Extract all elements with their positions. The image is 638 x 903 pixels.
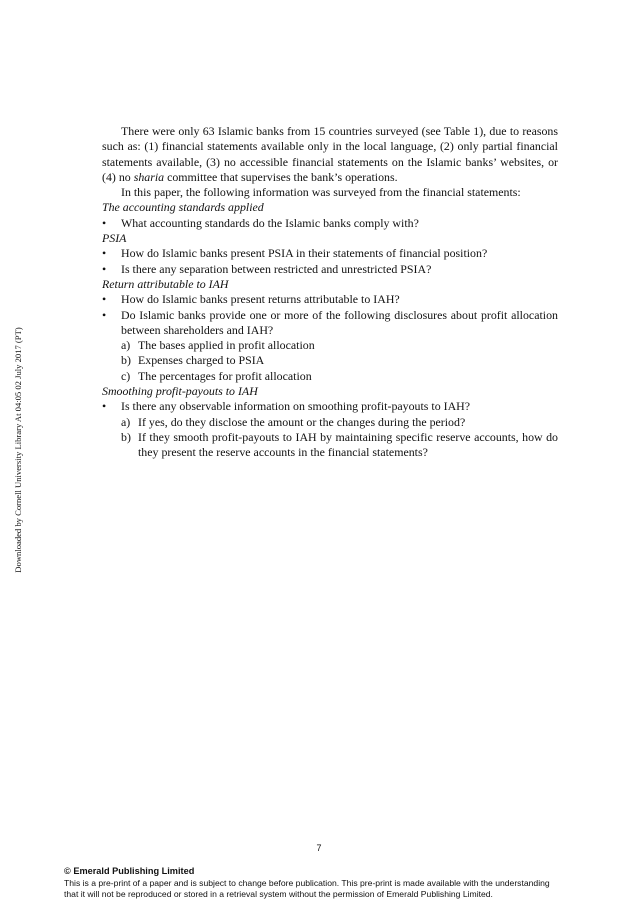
bullet-item bbox=[102, 399, 558, 414]
body-text bbox=[102, 124, 558, 461]
sub-item-marker: a) bbox=[121, 414, 131, 429]
intro-text: There were only 63 Islamic banks from 15 countries surveyed (see Table 1), due to reasons such as: (1) financial statements available only in the local language, (2) only partial financial statements available, (3) no accessible financial statements on the Islamic banks’ websites, or (4) no bbox=[102, 124, 558, 184]
preprint-notice-line-2: that it will not be reproduced or stored in a retrieval system without the permission of Emerald Publishing Limited. bbox=[64, 888, 493, 899]
bullet-icon: • bbox=[102, 307, 107, 322]
sub-item bbox=[102, 353, 558, 368]
section-heading: The accounting standards applied bbox=[102, 200, 264, 215]
sub-item-marker: c) bbox=[121, 368, 131, 383]
bullet-icon: • bbox=[102, 261, 107, 276]
bullet-text: What accounting standards do the Islamic banks comply with? bbox=[121, 215, 419, 230]
bullet-icon: • bbox=[102, 215, 107, 230]
sub-item-text: If yes, do they disclose the amount or the changes during the period? bbox=[138, 414, 466, 429]
sub-item bbox=[102, 369, 558, 384]
sub-item-text: Expenses charged to PSIA bbox=[138, 353, 265, 368]
sub-item-marker: a) bbox=[121, 338, 131, 353]
bullet-item bbox=[102, 292, 558, 307]
bullet-icon: • bbox=[102, 246, 107, 261]
download-watermark: Downloaded by Cornell University Library At 04:05 02 July 2017 (PT) bbox=[13, 327, 23, 573]
copyright-line: © Emerald Publishing Limited bbox=[64, 866, 195, 876]
sub-item bbox=[102, 338, 558, 353]
bullet-text: Is there any separation between restricted and unrestricted PSIA? bbox=[121, 261, 432, 276]
bullet-item bbox=[102, 308, 558, 339]
sub-item bbox=[102, 415, 558, 430]
bullet-text: How do Islamic banks present PSIA in their statements of financial position? bbox=[121, 246, 488, 261]
intro-paragraph bbox=[102, 124, 558, 185]
section-heading: PSIA bbox=[102, 231, 127, 246]
section-heading: Return attributable to IAH bbox=[102, 276, 229, 291]
bullet-text: Is there any observable information on smoothing profit-payouts to IAH? bbox=[121, 399, 471, 414]
bullet-item bbox=[102, 262, 558, 277]
second-paragraph: In this paper, the following information was surveyed from the financial statements: bbox=[121, 185, 521, 200]
section-heading: Smoothing profit-payouts to IAH bbox=[102, 384, 258, 399]
intro-tail: committee that supervises the bank’s operations. bbox=[164, 169, 398, 184]
publisher-footer bbox=[64, 866, 584, 899]
sub-item-marker: b) bbox=[121, 429, 131, 444]
bullet-icon: • bbox=[102, 399, 107, 414]
sub-item-marker: b) bbox=[121, 353, 131, 368]
sub-item-text: If they smooth profit-payouts to IAH by maintaining specific reserve accounts, how do they present the reserve accounts in the financial statements? bbox=[138, 429, 558, 460]
bullet-item bbox=[102, 216, 558, 231]
bullet-icon: • bbox=[102, 292, 107, 307]
bullet-text: Do Islamic banks provide one or more of the following disclosures about profit allocation between shareholders and IAH? bbox=[121, 307, 558, 337]
intro-italic-term: sharia bbox=[133, 169, 165, 184]
sub-item-text: The bases applied in profit allocation bbox=[138, 338, 315, 353]
bullet-text: How do Islamic banks present returns attributable to IAH? bbox=[121, 292, 400, 307]
preprint-notice-line-1: This is a pre-print of a paper and is subject to change before publication. This pre-print is made available with the understanding bbox=[64, 878, 550, 888]
page-number: 7 bbox=[316, 843, 322, 853]
sub-item-text: The percentages for profit allocation bbox=[138, 368, 312, 383]
sub-item bbox=[102, 430, 558, 461]
bullet-item bbox=[102, 246, 558, 261]
